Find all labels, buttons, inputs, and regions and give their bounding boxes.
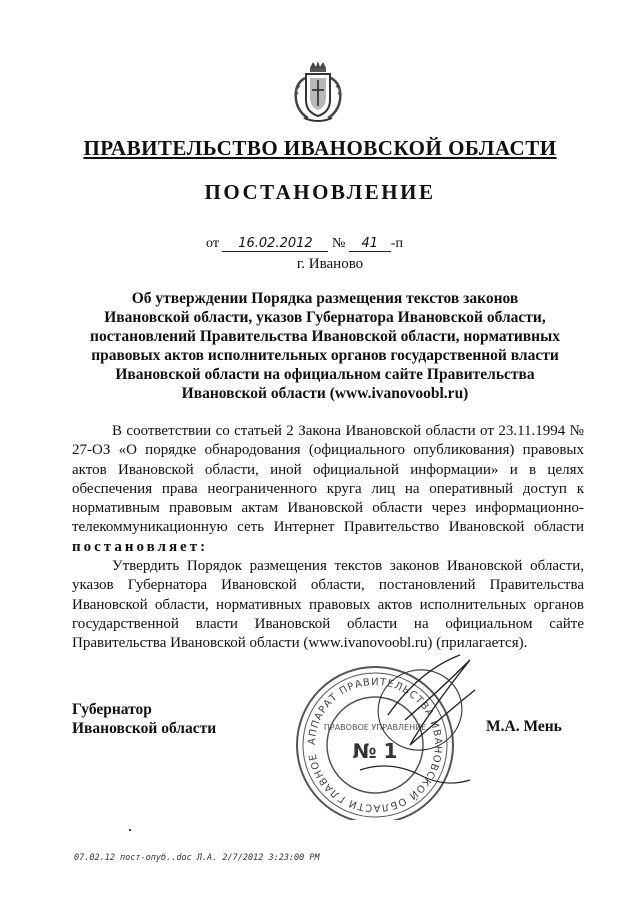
organization-title: ПРАВИТЕЛЬСТВО ИВАНОВСКОЙ ОБЛАСТИ — [83, 136, 557, 160]
document-body — [72, 422, 584, 654]
official-stamp — [270, 650, 480, 820]
signatory-title — [72, 700, 216, 738]
stamp-ring-text: АППАРАТ ПРАВИТЕЛЬСТВА ИВАНОВСКОЙ ОБЛАСТИ ГЛАВНОЕ — [306, 676, 444, 814]
signatory-name: М.А. Мень — [486, 718, 562, 735]
signatory-title-line2: Ивановской области — [72, 720, 217, 737]
resolves-keyword: постановляет: — [72, 538, 209, 555]
stamp-number: № 1 — [352, 739, 398, 763]
city: г. Иваново — [296, 256, 364, 272]
document-date: 16.02.2012 — [222, 237, 328, 252]
preamble-paragraph — [72, 422, 584, 557]
date-prefix: от — [206, 236, 219, 251]
number-sign: № — [331, 236, 346, 251]
preamble-text: В соответствии со статьей 2 Закона Ивановской области от 23.11.1994 № 27-ОЗ «О порядке обнародования (официального опубликования) правовых актов Ивановской области, иной официальной информации» и в целях обеспечения права неограниченного круга лиц на оперативный доступ к нормативным правовым актам Ивановской области через информационно-телекоммуникационную сеть Интернет Правительство Ивановской области — [72, 423, 584, 536]
stray-mark — [129, 829, 131, 831]
resolution-paragraph: Утвердить Порядок размещения текстов законов Ивановской области, указов Губернатора Ивановской области, постановлений Правительства Ивановской области, нормативных правовых актов исполнительных органов государственной власти Ивановской области на официальном сайте Правительства Ивановской области (www.ivanovoobl.ru) (прилагается). — [72, 558, 584, 652]
signatory-title-line1: Губернатор — [72, 701, 152, 718]
file-footer: 07.02.12 пост-опуб..doc Л.А. 2/7/2012 3:23:00 PM — [74, 853, 320, 863]
coat-of-arms-icon — [290, 60, 346, 126]
dateline — [206, 236, 403, 252]
document-heading: Об утверждении Порядка размещения текстов законов Ивановской области, указов Губернатора Ивановской области, постановлений Правительства Ивановской области, нормативных правовых актов исполнительных органов государственной власти Ивановской области на официальном сайте Правительства Ивановской области (www.ivanovoobl.ru) — [90, 290, 560, 402]
number-suffix: -п — [390, 236, 403, 251]
stamp-inner-text: ПРАВОВОЕ УПРАВЛЕНИЕ — [323, 723, 427, 732]
document-type: ПОСТАНОВЛЕНИЕ — [204, 180, 436, 204]
document-number: 41 — [349, 237, 391, 252]
